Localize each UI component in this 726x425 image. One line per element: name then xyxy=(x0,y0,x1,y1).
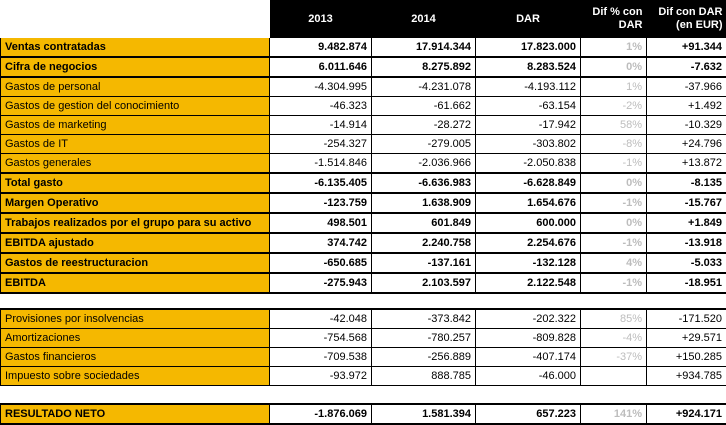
value-2013: -1.876.069 xyxy=(270,404,372,424)
value-dar: -4.193.112 xyxy=(476,77,581,97)
value-dif-eur: -7.632 xyxy=(647,57,726,77)
value-2013: -754.568 xyxy=(270,329,372,348)
value-dif-pct: -8% xyxy=(581,135,647,154)
row-label: Amortizaciones xyxy=(1,329,270,348)
value-dif-pct: 1% xyxy=(581,38,647,57)
value-2013: -93.972 xyxy=(270,367,372,386)
value-dif-pct: -1% xyxy=(581,233,647,253)
value-dif-pct: 0% xyxy=(581,213,647,233)
table-row xyxy=(1,38,726,57)
value-dif-pct: -1% xyxy=(581,273,647,293)
value-2014: -373.842 xyxy=(372,309,476,329)
table-row xyxy=(1,135,726,154)
value-dif-eur: -18.951 xyxy=(647,273,726,293)
value-dif-eur: +150.285 xyxy=(647,348,726,367)
row-label: Gastos financieros xyxy=(1,348,270,367)
value-dif-pct: 4% xyxy=(581,253,647,273)
value-2013: -650.685 xyxy=(270,253,372,273)
value-dar: 8.283.524 xyxy=(476,57,581,77)
value-dif-pct xyxy=(581,367,647,386)
value-2013: 498.501 xyxy=(270,213,372,233)
table-row xyxy=(1,404,726,424)
value-dar: -6.628.849 xyxy=(476,173,581,193)
table-row xyxy=(1,273,726,293)
value-2014: -61.662 xyxy=(372,97,476,116)
row-label: EBITDA xyxy=(1,273,270,293)
value-dar: -2.050.838 xyxy=(476,154,581,174)
value-dif-pct: 0% xyxy=(581,173,647,193)
table-row xyxy=(1,253,726,273)
value-2014: 1.581.394 xyxy=(372,404,476,424)
value-2014: -6.636.983 xyxy=(372,173,476,193)
value-dif-eur: +924.171 xyxy=(647,404,726,424)
table-row xyxy=(1,348,726,367)
value-dar: -46.000 xyxy=(476,367,581,386)
value-2014: 8.275.892 xyxy=(372,57,476,77)
header-2014: 2014 xyxy=(372,0,476,38)
value-dar: 2.254.676 xyxy=(476,233,581,253)
value-2014: 17.914.344 xyxy=(372,38,476,57)
row-label: Gastos de marketing xyxy=(1,116,270,135)
table-row xyxy=(1,367,726,386)
value-2013: 9.482.874 xyxy=(270,38,372,57)
value-dif-pct: 0% xyxy=(581,57,647,77)
table-row xyxy=(1,309,726,329)
value-dif-eur: +13.872 xyxy=(647,154,726,174)
header-dar: DAR xyxy=(476,0,581,38)
table-row xyxy=(1,97,726,116)
value-dif-eur: +934.785 xyxy=(647,367,726,386)
value-dif-eur: -171.520 xyxy=(647,309,726,329)
value-2014: -137.161 xyxy=(372,253,476,273)
value-2014: -4.231.078 xyxy=(372,77,476,97)
header-dif-pct-line1: Dif % con xyxy=(592,6,642,18)
value-dif-eur: +1.492 xyxy=(647,97,726,116)
header-dif-eur-line1: Dif con DAR xyxy=(658,6,722,18)
row-label: RESULTADO NETO xyxy=(1,404,270,424)
value-dif-eur: -5.033 xyxy=(647,253,726,273)
value-dif-eur: +29.571 xyxy=(647,329,726,348)
value-2013: -14.914 xyxy=(270,116,372,135)
value-dar: 657.223 xyxy=(476,404,581,424)
value-2014: 2.103.597 xyxy=(372,273,476,293)
value-dar: 600.000 xyxy=(476,213,581,233)
row-label: Impuesto sobre sociedades xyxy=(1,367,270,386)
value-dif-eur: -10.329 xyxy=(647,116,726,135)
spacer-row xyxy=(1,293,726,309)
value-dif-eur: +1.849 xyxy=(647,213,726,233)
value-2014: -256.889 xyxy=(372,348,476,367)
value-2014: -2.036.966 xyxy=(372,154,476,174)
value-2013: 374.742 xyxy=(270,233,372,253)
value-2014: -279.005 xyxy=(372,135,476,154)
value-dar: -407.174 xyxy=(476,348,581,367)
value-dif-eur: +24.796 xyxy=(647,135,726,154)
value-dif-eur: -37.966 xyxy=(647,77,726,97)
value-dar: -809.828 xyxy=(476,329,581,348)
value-dif-pct: 1% xyxy=(581,77,647,97)
row-label: Total gasto xyxy=(1,173,270,193)
table-row xyxy=(1,77,726,97)
value-dif-pct: -37% xyxy=(581,348,647,367)
table-row xyxy=(1,57,726,77)
value-2013: -6.135.405 xyxy=(270,173,372,193)
header-2013: 2013 xyxy=(270,0,372,38)
value-dif-eur: -8.135 xyxy=(647,173,726,193)
value-dar: -303.802 xyxy=(476,135,581,154)
value-2014: -28.272 xyxy=(372,116,476,135)
value-dar: 1.654.676 xyxy=(476,193,581,213)
value-dif-pct: -1% xyxy=(581,193,647,213)
value-2013: 6.011.646 xyxy=(270,57,372,77)
header-dif-pct xyxy=(581,0,647,38)
value-2013: -123.759 xyxy=(270,193,372,213)
row-label: Gastos de gestion del conocimiento xyxy=(1,97,270,116)
table-row xyxy=(1,173,726,193)
value-dif-pct: 85% xyxy=(581,309,647,329)
value-2013: -4.304.995 xyxy=(270,77,372,97)
value-dar: -132.128 xyxy=(476,253,581,273)
value-2014: 1.638.909 xyxy=(372,193,476,213)
row-label: Gastos de reestructuracion xyxy=(1,253,270,273)
value-dar: -17.942 xyxy=(476,116,581,135)
value-2013: -42.048 xyxy=(270,309,372,329)
value-2014: -780.257 xyxy=(372,329,476,348)
value-dif-pct: -2% xyxy=(581,97,647,116)
header-row xyxy=(1,0,726,38)
table-row xyxy=(1,213,726,233)
value-2013: -275.943 xyxy=(270,273,372,293)
value-dif-pct: -4% xyxy=(581,329,647,348)
row-label: Gastos generales xyxy=(1,154,270,174)
value-2013: -1.514.846 xyxy=(270,154,372,174)
value-dar: 2.122.548 xyxy=(476,273,581,293)
value-2014: 601.849 xyxy=(372,213,476,233)
row-label: Cifra de negocios xyxy=(1,57,270,77)
table-row xyxy=(1,193,726,213)
value-dif-pct: -1% xyxy=(581,154,647,174)
table-row xyxy=(1,154,726,174)
value-dif-eur: -15.767 xyxy=(647,193,726,213)
row-label: EBITDA ajustado xyxy=(1,233,270,253)
value-2013: -709.538 xyxy=(270,348,372,367)
header-dif-pct-line2: DAR xyxy=(619,19,643,31)
value-dif-pct: 58% xyxy=(581,116,647,135)
row-label: Gastos de IT xyxy=(1,135,270,154)
row-label: Margen Operativo xyxy=(1,193,270,213)
row-label: Provisiones por insolvencias xyxy=(1,309,270,329)
value-dif-eur: -13.918 xyxy=(647,233,726,253)
value-2014: 2.240.758 xyxy=(372,233,476,253)
value-dar: 17.823.000 xyxy=(476,38,581,57)
value-2013: -254.327 xyxy=(270,135,372,154)
table-row xyxy=(1,233,726,253)
header-dif-eur-line2: (en EUR) xyxy=(676,19,722,31)
header-blank-cell xyxy=(1,0,270,38)
table-row xyxy=(1,329,726,348)
value-2014: 888.785 xyxy=(372,367,476,386)
spacer-row xyxy=(1,386,726,405)
value-2013: -46.323 xyxy=(270,97,372,116)
row-label: Trabajos realizados por el grupo para su activo xyxy=(1,213,270,233)
value-dar: -63.154 xyxy=(476,97,581,116)
table-row xyxy=(1,116,726,135)
row-label: Ventas contratadas xyxy=(1,38,270,57)
header-dif-eur xyxy=(647,0,726,38)
value-dif-eur: +91.344 xyxy=(647,38,726,57)
value-dar: -202.322 xyxy=(476,309,581,329)
row-label: Gastos de personal xyxy=(1,77,270,97)
value-dif-pct: 141% xyxy=(581,404,647,424)
